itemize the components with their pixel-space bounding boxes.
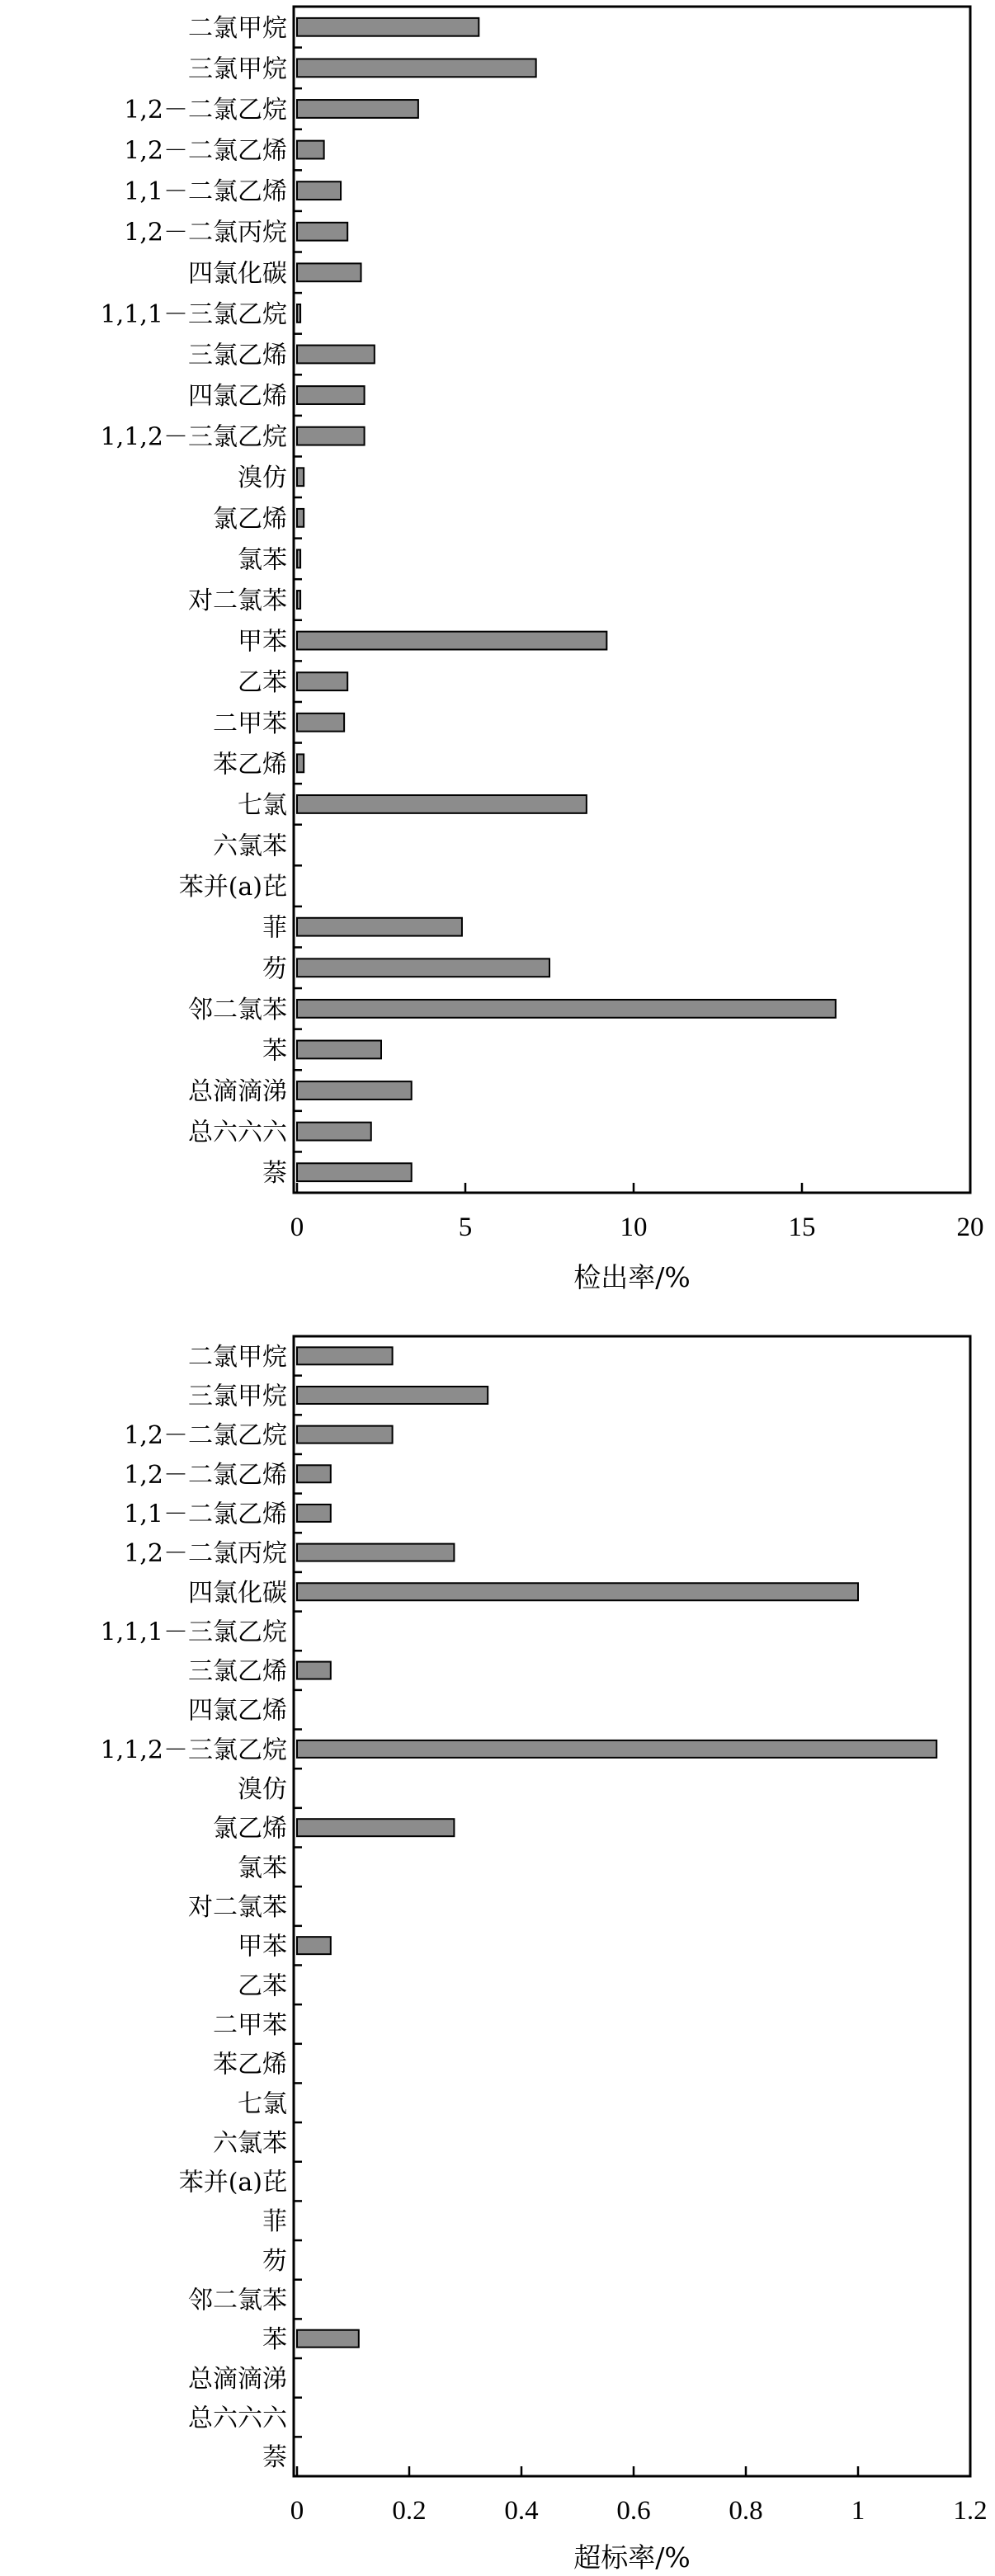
detection-category-label: 氯苯	[238, 545, 287, 575]
detection-category-label: 三氯乙烯	[188, 341, 287, 370]
detection-x-tick-label: 10	[620, 1213, 648, 1242]
exceedance-bar	[297, 1740, 936, 1758]
exceedance-category-label: 总六六六	[188, 2404, 287, 2433]
exceedance-x-tick-label: 0.8	[729, 2496, 763, 2526]
exceedance-bar	[297, 1583, 858, 1600]
detection-category-label: 四氯乙烯	[188, 382, 287, 412]
detection-bar	[297, 427, 365, 445]
detection-bar	[297, 386, 365, 404]
exceedance-bar	[297, 2330, 359, 2348]
detection-category-label: 邻二氯苯	[188, 995, 287, 1024]
chart-exceedance-rate	[101, 1336, 988, 2574]
detection-x-tick-label: 5	[458, 1213, 473, 1242]
detection-category-label: 三氯甲烷	[188, 54, 287, 84]
detection-category-label: 二氯甲烷	[188, 13, 287, 43]
detection-category-label: 芴	[262, 954, 287, 984]
detection-bar	[297, 181, 341, 200]
exceedance-category-label: 七氯	[238, 2089, 287, 2119]
detection-category-label: 总六六六	[188, 1118, 287, 1147]
detection-bar	[297, 18, 479, 36]
detection-bar	[297, 632, 606, 650]
exceedance-category-label: 三氯甲烷	[188, 1382, 287, 1411]
detection-category-label: 苯	[262, 1036, 287, 1066]
detection-bar	[297, 550, 300, 568]
exceedance-category-label: 甲苯	[238, 1932, 287, 1961]
detection-bar	[297, 1123, 371, 1141]
detection-bar	[297, 59, 536, 77]
detection-bar	[297, 1163, 412, 1181]
detection-category-label: 1,2－二氯丙烷	[124, 218, 287, 247]
detection-bar	[297, 713, 344, 732]
exceedance-category-label: 总滴滴涕	[188, 2364, 287, 2394]
detection-bar	[297, 918, 462, 936]
detection-bar	[297, 672, 347, 690]
exceedance-x-tick-label: 0	[290, 2496, 304, 2526]
detection-category-label: 苯乙烯	[213, 750, 287, 779]
exceedance-x-tick-label: 1	[851, 2496, 865, 2526]
detection-category-label: 总滴滴涕	[188, 1077, 287, 1107]
exceedance-category-label: 1,2－二氯乙烯	[124, 1460, 287, 1490]
exceedance-bar	[297, 1819, 454, 1836]
exceedance-bar	[297, 1426, 393, 1443]
exceedance-category-label: 邻二氯苯	[188, 2286, 287, 2315]
exceedance-plot-frame	[294, 1336, 970, 2476]
exceedance-category-label: 1,2－二氯乙烷	[124, 1421, 287, 1451]
exceedance-bar	[297, 1662, 331, 1679]
detection-category-label: 萘	[262, 1159, 287, 1189]
exceedance-category-label: 菲	[262, 2207, 287, 2237]
exceedance-category-label: 1,1－二氯乙烯	[124, 1500, 287, 1529]
exceedance-bar	[297, 1347, 393, 1364]
exceedance-x-axis-title: 超标率/%	[573, 2541, 691, 2574]
exceedance-x-tick-label: 1.2	[953, 2496, 988, 2526]
exceedance-bar	[297, 1505, 331, 1522]
detection-category-label: 菲	[262, 913, 287, 943]
exceedance-x-tick-label: 0.6	[616, 2496, 651, 2526]
exceedance-category-label: 氯乙烯	[213, 1814, 287, 1844]
detection-bar	[297, 1000, 836, 1018]
exceedance-category-label: 萘	[262, 2443, 287, 2473]
exceedance-category-label: 乙苯	[238, 1971, 287, 2001]
detection-x-tick-label: 20	[956, 1213, 984, 1242]
exceedance-category-label: 对二氯苯	[188, 1893, 287, 1922]
detection-x-axis-title: 检出率/%	[573, 1261, 691, 1293]
detection-bar	[297, 1081, 412, 1100]
detection-category-label: 苯并(a)芘	[178, 873, 287, 902]
chart-detection-rate	[101, 7, 984, 1293]
detection-category-label: 二甲苯	[213, 709, 287, 738]
exceedance-category-label: 三氯乙烯	[188, 1657, 287, 1687]
exceedance-bar	[297, 1465, 331, 1482]
detection-bar	[297, 141, 324, 159]
exceedance-category-label: 芴	[262, 2246, 287, 2276]
detection-bar	[297, 100, 418, 118]
exceedance-category-label: 溴仿	[238, 1775, 287, 1805]
detection-bar	[297, 346, 375, 364]
detection-bar	[297, 223, 347, 241]
exceedance-category-label: 氯苯	[238, 1853, 287, 1883]
exceedance-category-label: 苯乙烯	[213, 2050, 287, 2079]
exceedance-category-label: 二氯甲烷	[188, 1342, 287, 1372]
exceedance-x-tick-label: 0.4	[504, 2496, 539, 2526]
exceedance-category-label: 二甲苯	[213, 2010, 287, 2040]
detection-category-label: 四氯化碳	[188, 259, 287, 289]
detection-category-label: 溴仿	[238, 464, 287, 493]
detection-bar	[297, 754, 304, 772]
detection-bar	[297, 958, 549, 977]
exceedance-bar	[297, 1544, 454, 1561]
exceedance-category-label: 四氯化碳	[188, 1578, 287, 1608]
detection-category-label: 乙苯	[238, 668, 287, 698]
exceedance-category-label: 六氯苯	[213, 2128, 287, 2158]
detection-category-label: 1,1,1－三氯乙烷	[100, 299, 287, 329]
detection-category-label: 对二氯苯	[188, 586, 287, 615]
exceedance-category-label: 苯并(a)芘	[178, 2168, 287, 2197]
detection-bar	[297, 591, 300, 609]
detection-bar	[297, 468, 304, 486]
detection-bar	[297, 304, 300, 323]
detection-category-label: 1,1,2－三氯乙烷	[100, 422, 287, 452]
detection-x-tick-label: 0	[290, 1213, 304, 1242]
detection-category-label: 氯乙烯	[213, 504, 287, 534]
detection-bar	[297, 1041, 381, 1059]
exceedance-category-label: 1,1,1－三氯乙烷	[100, 1618, 287, 1647]
exceedance-x-tick-label: 0.2	[392, 2496, 427, 2526]
detection-bar	[297, 263, 361, 281]
exceedance-category-label: 1,2－二氯丙烷	[124, 1539, 287, 1569]
detection-bar	[297, 795, 587, 813]
exceedance-bar	[297, 1937, 331, 1954]
exceedance-category-label: 1,1,2－三氯乙烷	[100, 1735, 287, 1765]
exceedance-category-label: 四氯乙烯	[188, 1696, 287, 1726]
detection-category-label: 甲苯	[238, 627, 287, 657]
detection-category-label: 六氯苯	[213, 831, 287, 861]
detection-category-label: 1,1－二氯乙烯	[124, 177, 287, 207]
detection-bar	[297, 509, 304, 527]
detection-category-label: 1,2－二氯乙烷	[124, 95, 287, 125]
exceedance-bar	[297, 1387, 488, 1404]
detection-x-tick-label: 15	[788, 1213, 816, 1242]
detection-category-label: 七氯	[238, 790, 287, 820]
exceedance-category-label: 苯	[262, 2325, 287, 2355]
detection-category-label: 1,2－二氯乙烯	[124, 136, 287, 166]
